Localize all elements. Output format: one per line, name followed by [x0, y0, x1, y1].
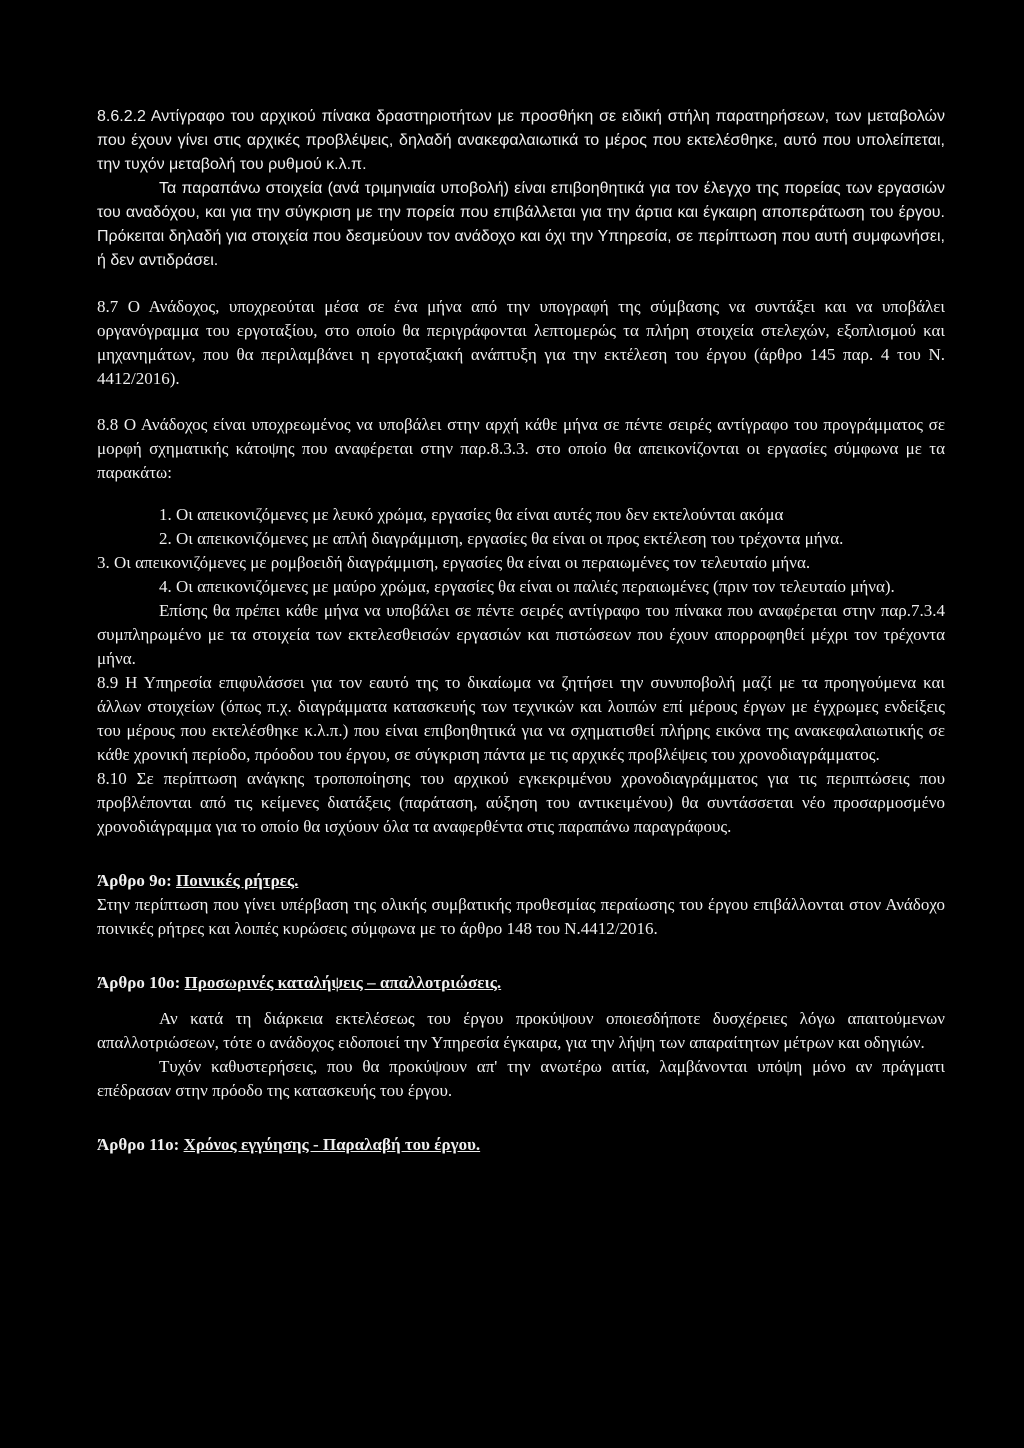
paragraph-8-7: 8.7 Ο Ανάδοχος, υποχρεούται μέσα σε ένα μήνα από την υπογραφή της σύμβασης να συντάξει και να υποβάλει οργανόγραμμα του εργοταξίου, στο οποίο θα περιγράφονται λεπτομερώς τα πλήρη στοιχεία στελεχών, εξοπλισμού και μηχανημάτων, που θα περιλαμβάνει η εργοταξιακή ανάπτυξη για την εκτέλεση του έργου (άρθρο 145 παρ. 4 του Ν. 4412/2016). — [97, 297, 945, 388]
article-9-heading — [97, 869, 945, 893]
article-9-title: Ποινικές ρήτρες. — [176, 871, 299, 890]
list-item-4: 4. Οι απεικονιζόμενες με μαύρο χρώμα, εργασίες θα είναι οι παλιές περαιωμένες (πριν τον τελευταίο μήνα). — [159, 577, 895, 596]
article-9-text: Στην περίπτωση που γίνει υπέρβαση της ολικής συμβατικής προθεσμίας περαίωσης του έργου επιβάλλονται στον Ανάδοχο ποινικές ρήτρες και λοιπές κυρώσεις σύμφωνα με το άρθρο 148 του Ν.4412/2016. — [97, 895, 945, 938]
article-11-label: Άρθρο 11ο: — [97, 1135, 180, 1154]
document-page — [97, 105, 945, 1157]
list-item-2: 2. Οι απεικονιζόμενες με απλή διαγράμμιση, εργασίες θα είναι οι προς εκτέλεση του τρέχοντα μήνα. — [159, 529, 844, 548]
paragraph-also: Επίσης θα πρέπει κάθε μήνα να υποβάλει σε πέντε σειρές αντίγραφο του πίνακα που αναφέρεται στην παρ.7.3.4 συμπληρωμένο με τα στοιχεία των εκτελεσθεισών εργασιών και πιστώσεων που έχουν απορροφηθεί μέχρι τον τρέχοντα μήνα. — [97, 601, 945, 668]
paragraph-8-6-2-2: 8.6.2.2 Αντίγραφο του αρχικού πίνακα δραστηριοτήτων με προσθήκη σε ειδική στήλη παρατηρήσεων, των μεταβολών που έχουν γίνει στις αρχικές προβλέψεις, δηλαδή ανακεφαλαιωτικά το μέρος που εκτελέσθηκε, αυτό που υπολείπεται, την τυχόν μεταβολή του ρυθμού κ.λ.π. — [97, 108, 945, 173]
list-item-1: 1. Οι απεικονιζόμενες με λευκό χρώμα, εργασίες θα είναι αυτές που δεν εκτελούνται ακόμα — [159, 505, 784, 524]
paragraph-8-9: 8.9 Η Υπηρεσία επιφυλάσσει για τον εαυτό της το δικαίωμα να ζητήσει την συνυποβολή μαζί με τα προηγούμενα και άλλων στοιχείων (όπως π.χ. διαγράμματα κατασκευής των τεχνικών και λοιπών επί μέρους έργων με έγχρωμες ενδείξεις του μέρους που εκτελέσθηκε κ.λ.π.) που είναι επιβοηθητικά για να σχηματισθεί πλήρης εικόνα της ανακεφαλαιωτικής σε κάθε χρονική περίοδο, πρόοδου του έργου, σε σύγκριση πάντα με τις αρχικές προβλέψεις του χρονοδιαγράμματος. — [97, 673, 945, 764]
article-10-text-1: Αν κατά τη διάρκεια εκτελέσεως του έργου προκύψουν οποιεσδήποτε δυσχέρειες λόγω απαιτούμενων απαλλοτριώσεων, τότε ο ανάδοχος ειδοποιεί την Υπηρεσία έγκαιρα, για την λήψη των απαραίτητων μέτρων και οδηγιών. — [97, 1009, 945, 1052]
article-10-text-2: Τυχόν καθυστερήσεις, που θα προκύψουν απ' την ανωτέρω αιτία, λαμβάνονται υπόψη μόνο αν πράγματι επέδρασαν στην πρόοδο της κατασκευής του έργου. — [97, 1057, 945, 1100]
article-11-heading — [97, 1133, 945, 1157]
article-11-title: Χρόνος εγγύησης - Παραλαβή του έργου. — [183, 1135, 481, 1154]
article-9-label: Άρθρο 9ο: — [97, 871, 172, 890]
article-10-label: Άρθρο 10ο: — [97, 973, 181, 992]
paragraph-8-8: 8.8 Ο Ανάδοχος είναι υποχρεωμένος να υποβάλει στην αρχή κάθε μήνα σε πέντε σειρές αντίγραφο του προγράμματος σε μορφή σχηματικής κάτοψης που αναφέρεται στην παρ.8.3.3. στο οποίο θα απεικονίζονται οι εργασίες σύμφωνα με τα παρακάτω: — [97, 415, 945, 482]
article-10-heading — [97, 971, 945, 995]
paragraph-data-note: Τα παραπάνω στοιχεία (ανά τριμηνιαία υποβολή) είναι επιβοηθητικά για τον έλεγχο της πορείας των εργασιών του αναδόχου, και για την σύγκριση με την πορεία που επιβάλλεται για την άρτια και έγκαιρη αποπεράτωση του έργου. Πρόκειται δηλαδή για στοιχεία που δεσμεύουν τον ανάδοχο και όχι την Υπηρεσία, σε περίπτωση που αυτή συμφωνήσει, ή δεν αντιδράσει. — [97, 180, 945, 269]
paragraph-8-10: 8.10 Σε περίπτωση ανάγκης τροποποίησης του αρχικού εγκεκριμένου χρονοδιαγράμματος για τις περιπτώσεις που προβλέπονται από τις κείμενες διατάξεις (παράταση, αύξηση του αντικειμένου) θα συντάσσεται νέο προσαρμοσμένο χρονοδιάγραμμα για το οποίο θα ισχύουν όλα τα αναφερθέντα στις παραπάνω παραγράφους. — [97, 769, 945, 836]
article-10-title: Προσωρινές καταλήψεις – απαλλοτριώσεις. — [184, 973, 502, 992]
list-item-3: 3. Οι απεικονιζόμενες με ρομβοειδή διαγράμμιση, εργασίες θα είναι οι περαιωμένες τον τελευταίο μήνα. — [97, 553, 811, 572]
